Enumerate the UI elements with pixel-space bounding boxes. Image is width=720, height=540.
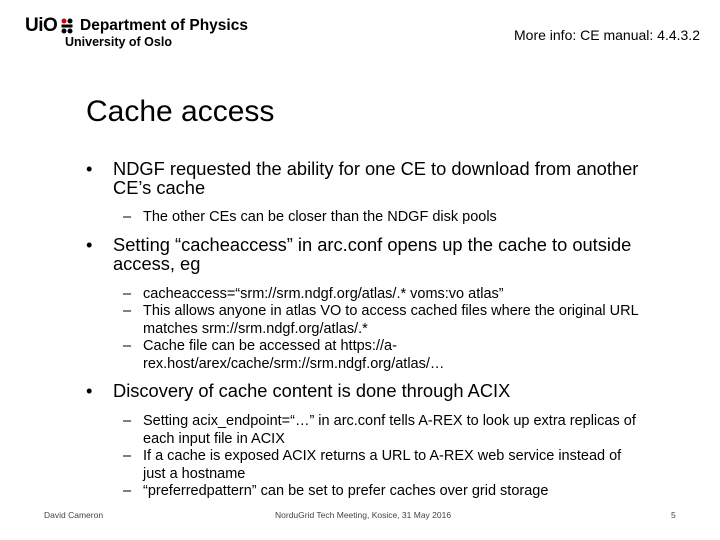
sub-bullet-symbol: – [123, 303, 132, 319]
sub-bullet-text: “preferredpattern” can be set to prefer caches over grid storage [143, 483, 549, 499]
sub-bullet-item [86, 209, 646, 227]
sub-bullet-text: Setting acix_endpoint=“…” in arc.conf tells A-REX to look up extra replicas of each input file in ACIX [143, 413, 636, 447]
sub-bullet-text: Cache file can be accessed at https://a-rex.host/arex/cache/srm://srm.ndgf.org/atlas/… [143, 338, 445, 372]
sub-bullet-symbol: – [123, 285, 132, 302]
uio-emblem-icon [61, 18, 73, 34]
more-info-reference: More info: CE manual: 4.4.3.2 [514, 27, 700, 43]
sub-bullet-item [86, 303, 646, 338]
sub-bullet-symbol: – [123, 448, 132, 464]
bullet-item [86, 159, 646, 197]
page-number: 5 [671, 510, 676, 520]
sub-bullet-text: cacheaccess=“srm://srm.ndgf.org/atlas/.* voms:vo atlas” [143, 285, 504, 302]
bullet-symbol: • [86, 158, 93, 179]
logo-department: Department of Physics [80, 17, 248, 34]
sub-bullet-symbol: – [123, 483, 132, 499]
sub-bullet-item [86, 483, 646, 501]
sub-bullet-text: This allows anyone in atlas VO to access cached files where the original URL matches srm://srm.ndgf.org/atlas/.* [143, 303, 639, 337]
sub-bullet-item [86, 448, 646, 483]
slide-title: Cache access [86, 95, 275, 128]
sub-bullet-item [86, 338, 646, 373]
logo-uio-text: UiO [25, 15, 58, 36]
bullet-item [86, 381, 646, 400]
sub-bullet-symbol: – [123, 338, 132, 354]
sub-bullet-item [86, 286, 646, 304]
slide-content [86, 159, 646, 501]
sub-bullet-text: The other CEs can be closer than the NDGF disk pools [143, 209, 497, 225]
bullet-item [86, 235, 646, 273]
bullet-text: NDGF requested the ability for one CE to download from another CE’s cache [113, 158, 639, 198]
sub-bullet-symbol: – [123, 209, 132, 225]
bullet-text: Discovery of cache content is done through ACIX [113, 380, 511, 401]
logo-university: University of Oslo [65, 35, 172, 49]
sub-bullet-text: If a cache is exposed ACIX returns a URL to A-REX web service instead of just a hostname [143, 448, 622, 482]
bullet-symbol: • [86, 233, 93, 255]
sub-bullet-symbol: – [123, 413, 132, 429]
sub-bullet-item [86, 413, 646, 448]
bullet-symbol: • [86, 380, 93, 401]
footer-event: NorduGrid Tech Meeting, Kosice, 31 May 2016 [275, 510, 452, 520]
bullet-text: Setting “cacheaccess” in arc.conf opens up the cache to outside access, eg [113, 233, 632, 274]
footer-author: David Cameron [44, 510, 104, 520]
